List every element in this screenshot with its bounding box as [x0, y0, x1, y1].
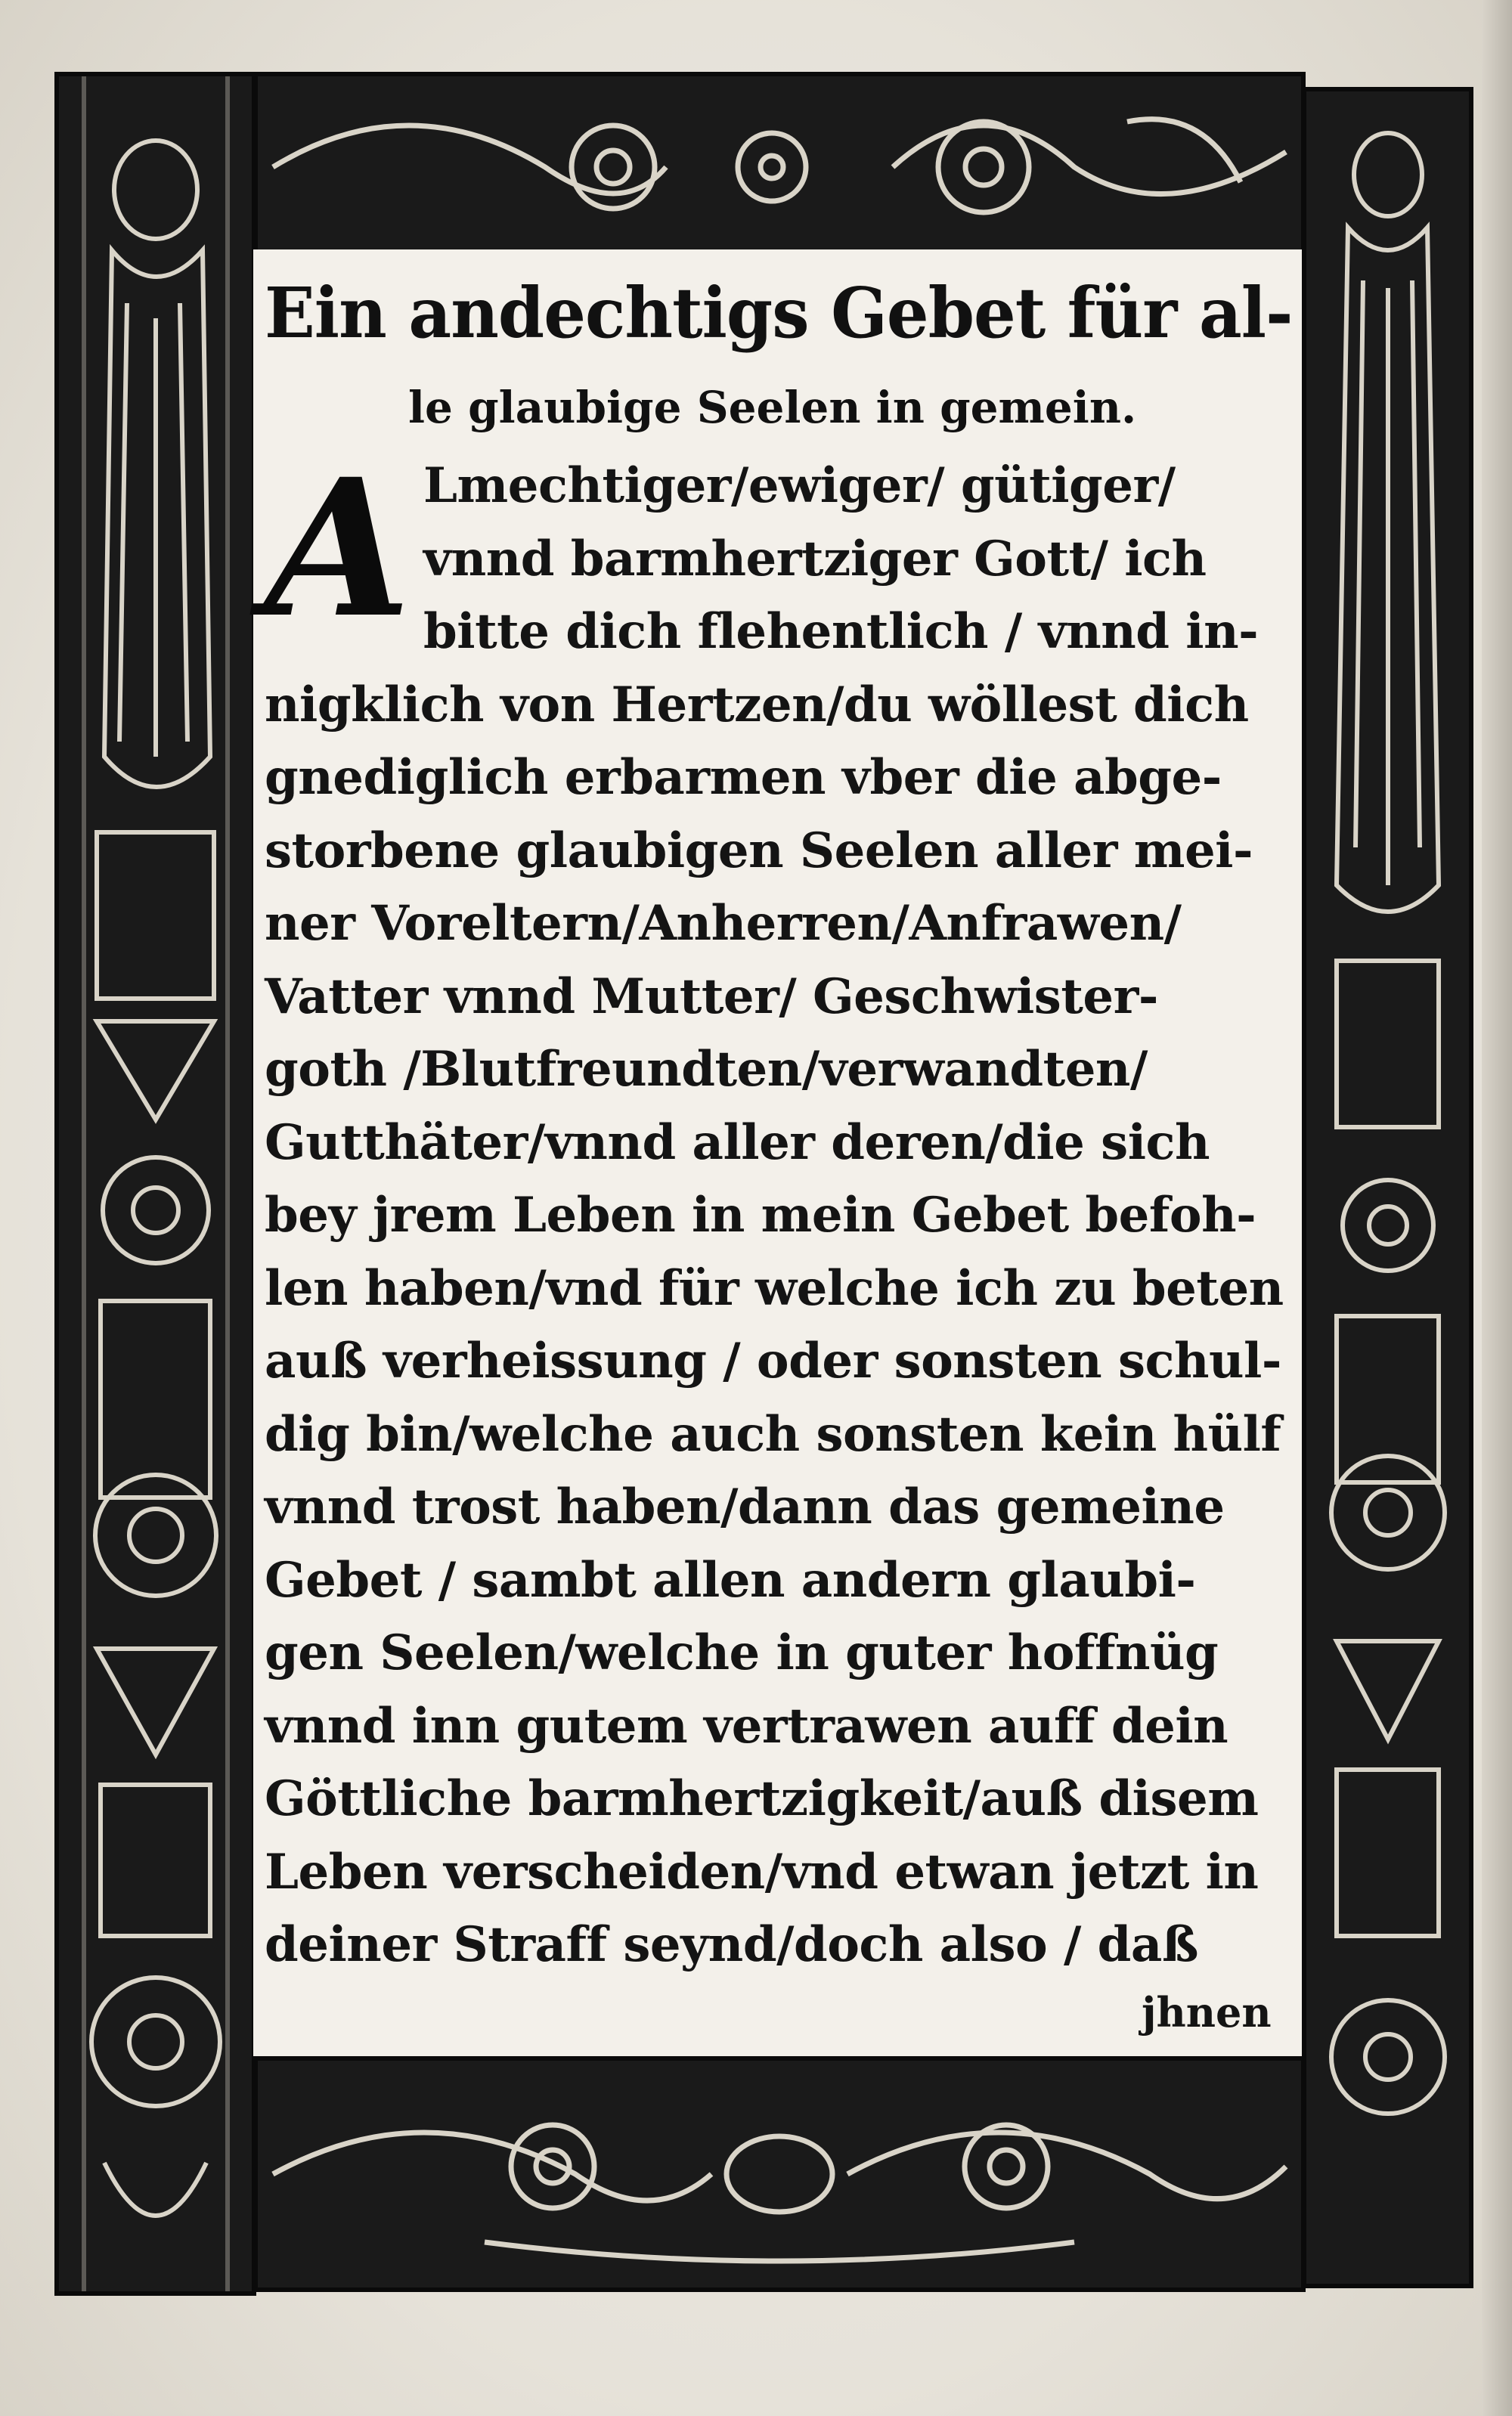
woodcut-border-bottom-icon [253, 2056, 1306, 2292]
text-line: vnnd inn gutem vertrawen auff dein [265, 1697, 1228, 1755]
page-gutter [1482, 0, 1512, 2416]
text-line: gnediglich erbarmen vber die abge- [265, 749, 1222, 806]
text-line: len haben/vnd für welche ich zu beten [265, 1259, 1284, 1317]
drop-cap-initial: A [265, 437, 411, 659]
woodcut-border-left-icon [54, 72, 256, 2296]
text-line: Gebet / sambt allen andern glaubi- [265, 1551, 1196, 1609]
text-line: nigklich von Hertzen/du wöllest dich [265, 676, 1249, 733]
text-line: gen Seelen/welche in guter hoffnüg [265, 1625, 1219, 1681]
text-line: deiner Straff seynd/doch also / daß [265, 1916, 1198, 1973]
text-line: bitte dich flehentlich / vnnd in- [423, 603, 1259, 660]
text-line: storbene glaubigen Seelen aller mei- [265, 822, 1253, 879]
prayer-title-line-2: le glaubige Seelen in gemein. [408, 382, 1137, 433]
text-line: Leben verscheiden/vnd etwan jetzt in [265, 1843, 1259, 1900]
text-line: vnnd barmhertziger Gott/ ich [423, 530, 1207, 587]
woodcut-border-right-icon [1302, 87, 1473, 2288]
catchword: jhnen [1142, 1988, 1272, 2037]
text-line: bey jrem Leben in mein Gebet befoh- [265, 1187, 1256, 1244]
woodcut-border-top-icon [253, 72, 1306, 259]
text-line: auß verheissung / oder sonsten schul- [265, 1333, 1281, 1389]
text-line: Gutthäter/vnnd aller deren/die sich [265, 1114, 1210, 1171]
prayer-title-line-1: Ein andechtigs Gebet für al- [265, 272, 1293, 354]
text-line: dig bin/welche auch sonsten kein hülf [265, 1405, 1281, 1463]
text-line: Vatter vnnd Mutter/ Geschwister- [265, 968, 1158, 1025]
text-line: goth /Blutfreundten/verwandten/ [265, 1041, 1148, 1098]
text-line: Lmechtiger/ewiger/ gütiger/ [423, 457, 1176, 514]
text-line: Göttliche barmhertzigkeit/auß disem [265, 1770, 1259, 1827]
text-line: ner Voreltern/Anherren/Anfrawen/ [265, 895, 1182, 952]
text-line: vnnd trost haben/dann das gemeine [265, 1479, 1225, 1535]
